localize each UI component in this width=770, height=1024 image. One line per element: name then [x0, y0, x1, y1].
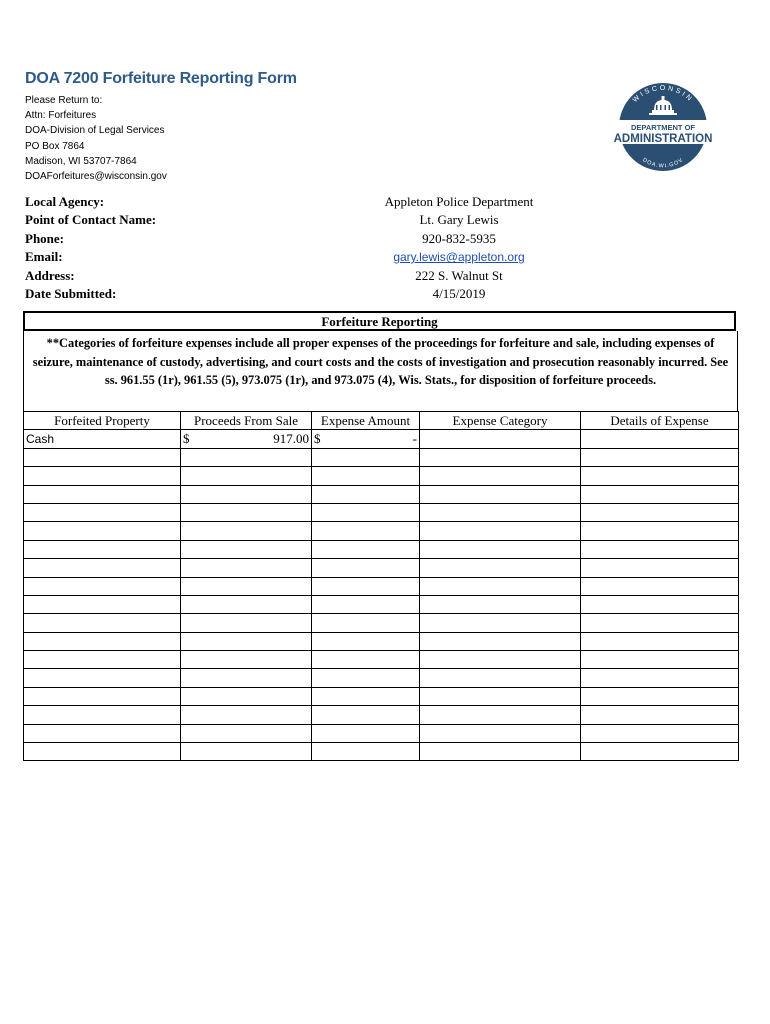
table-row — [24, 503, 739, 521]
forfeiture-table — [23, 411, 739, 761]
cell-details[interactable] — [581, 522, 739, 540]
cell-details[interactable] — [581, 687, 739, 705]
cell-proceeds[interactable] — [181, 559, 312, 577]
table-row — [24, 687, 739, 705]
contact-label: Point of Contact Name: — [25, 212, 157, 228]
phone-label: Phone: — [25, 230, 64, 246]
cell-details[interactable] — [581, 724, 739, 742]
cell-property[interactable] — [24, 467, 181, 485]
cell-category[interactable] — [420, 724, 581, 742]
proceeds-amount: 917.00 — [273, 431, 309, 447]
date-label: Date Submitted: — [25, 286, 117, 302]
table-row — [24, 559, 739, 577]
cell-category[interactable] — [420, 577, 581, 595]
agency-label: Local Agency: — [25, 194, 105, 209]
cell-proceeds[interactable] — [181, 522, 312, 540]
cell-details[interactable] — [581, 485, 739, 503]
cell-proceeds[interactable] — [181, 743, 312, 761]
logo-line2: ADMINISTRATION — [613, 133, 713, 145]
cell-expense[interactable] — [312, 743, 420, 761]
cell-proceeds[interactable] — [181, 724, 312, 742]
cell-proceeds[interactable] — [181, 467, 312, 485]
table-row — [24, 706, 739, 724]
cell-details[interactable] — [581, 743, 739, 761]
return-email: DOAForfeitures@wisconsin.gov — [25, 171, 167, 183]
cell-proceeds[interactable] — [181, 448, 312, 466]
cell-category[interactable] — [420, 467, 581, 485]
cell-proceeds[interactable] — [181, 614, 312, 632]
table-row — [24, 577, 739, 595]
cell-category[interactable] — [420, 632, 581, 650]
cell-details[interactable] — [581, 632, 739, 650]
cell-details[interactable] — [581, 448, 739, 466]
table-header-row — [24, 412, 739, 430]
cell-proceeds[interactable] — [181, 430, 312, 448]
cell-details[interactable] — [581, 706, 739, 724]
table-row — [24, 522, 739, 540]
cell-category[interactable] — [420, 448, 581, 466]
return-line: DOA-Division of Legal Services — [25, 125, 165, 137]
col-forfeited-property: Forfeited Property — [24, 412, 181, 430]
cell-category[interactable] — [420, 743, 581, 761]
cell-property[interactable] — [24, 669, 181, 687]
cell-expense[interactable] — [312, 687, 420, 705]
cell-details[interactable] — [581, 559, 739, 577]
cell-property[interactable] — [24, 577, 181, 595]
logo-bottom-text: DOA.WI.GOV — [641, 157, 685, 170]
logo-line1: DEPARTMENT OF — [630, 123, 696, 132]
cell-proceeds[interactable] — [181, 503, 312, 521]
cell-category[interactable] — [420, 559, 581, 577]
table-row — [24, 485, 739, 503]
cell-category[interactable] — [420, 687, 581, 705]
cell-property[interactable] — [24, 448, 181, 466]
date-value: 4/15/2019 — [432, 286, 486, 302]
cell-category[interactable] — [420, 706, 581, 724]
cell-property[interactable] — [24, 503, 181, 521]
cell-expense[interactable] — [312, 706, 420, 724]
cell-expense[interactable] — [312, 540, 420, 558]
cell-details[interactable] — [581, 467, 739, 485]
cell-proceeds[interactable] — [181, 540, 312, 558]
table-row — [24, 614, 739, 632]
cell-expense[interactable] — [312, 595, 420, 613]
return-line: Madison, WI 53707-7864 — [25, 155, 137, 167]
table-row — [24, 632, 739, 650]
table-row — [24, 448, 739, 466]
table-row — [24, 430, 739, 448]
logo-top-text: WISCONSIN — [631, 84, 695, 104]
cell-category[interactable] — [420, 614, 581, 632]
cell-expense[interactable] — [312, 651, 420, 669]
cell-proceeds[interactable] — [181, 687, 312, 705]
form-title: DOA 7200 Forfeiture Reporting Form — [25, 70, 297, 87]
cell-details[interactable] — [581, 430, 739, 448]
cell-details[interactable] — [581, 577, 739, 595]
cell-expense[interactable] — [312, 577, 420, 595]
agency-value: Appleton Police Department — [384, 194, 534, 209]
cell-category[interactable] — [420, 540, 581, 558]
table-row — [24, 467, 739, 485]
address-value: 222 S. Walnut St — [415, 267, 503, 283]
cell-expense[interactable] — [312, 522, 420, 540]
cell-expense[interactable] — [312, 559, 420, 577]
doa-logo — [608, 80, 718, 176]
table-row — [24, 595, 739, 613]
return-line: PO Box 7864 — [25, 140, 85, 152]
cell-property[interactable]: Cash — [24, 430, 181, 448]
cell-property[interactable] — [24, 743, 181, 761]
table-row — [24, 651, 739, 669]
col-details-of-expense: Details of Expense — [581, 412, 739, 430]
cell-expense[interactable] — [312, 632, 420, 650]
cell-details[interactable] — [581, 595, 739, 613]
phone-value: 920-832-5935 — [422, 230, 496, 246]
cell-property[interactable] — [24, 706, 181, 724]
cell-category[interactable] — [420, 669, 581, 687]
col-proceeds-from-sale: Proceeds From Sale — [181, 412, 312, 430]
cell-category[interactable] — [420, 595, 581, 613]
cell-property[interactable] — [24, 651, 181, 669]
cell-proceeds[interactable] — [181, 706, 312, 724]
cell-category[interactable] — [420, 430, 581, 448]
contact-value: Lt. Gary Lewis — [419, 212, 499, 228]
cell-proceeds[interactable] — [181, 595, 312, 613]
table-row — [24, 540, 739, 558]
cell-property[interactable] — [24, 687, 181, 705]
field-values — [320, 193, 598, 303]
return-line: Attn: Forfeitures — [25, 110, 97, 122]
address-label: Address: — [25, 267, 75, 283]
email-link[interactable]: gary.lewis@appleton.org — [393, 250, 525, 265]
table-row — [24, 743, 739, 761]
cell-expense[interactable] — [312, 467, 420, 485]
email-label: Email: — [25, 249, 63, 265]
cell-category[interactable] — [420, 485, 581, 503]
cell-details[interactable] — [581, 540, 739, 558]
section-title: Forfeiture Reporting — [23, 311, 736, 331]
cell-proceeds[interactable] — [181, 632, 312, 650]
cell-proceeds[interactable] — [181, 651, 312, 669]
currency-symbol: $ — [183, 431, 190, 447]
return-address — [25, 93, 167, 184]
col-expense-amount: Expense Amount — [312, 412, 420, 430]
cell-expense[interactable] — [312, 448, 420, 466]
cell-property[interactable] — [24, 595, 181, 613]
cell-category[interactable] — [420, 651, 581, 669]
cell-expense[interactable] — [312, 485, 420, 503]
field-labels — [25, 193, 156, 303]
cell-property[interactable] — [24, 540, 181, 558]
cell-details[interactable] — [581, 614, 739, 632]
cell-category[interactable] — [420, 503, 581, 521]
cell-expense[interactable] — [312, 724, 420, 742]
cell-details[interactable] — [581, 503, 739, 521]
cell-proceeds[interactable] — [181, 485, 312, 503]
cell-property[interactable] — [24, 485, 181, 503]
return-line: Please Return to: — [25, 95, 103, 106]
table-row — [24, 724, 739, 742]
cell-property[interactable] — [24, 559, 181, 577]
cell-details[interactable] — [581, 651, 739, 669]
cell-details[interactable] — [581, 669, 739, 687]
expense-amount: - — [412, 431, 417, 447]
col-expense-category: Expense Category — [420, 412, 581, 430]
cell-property[interactable] — [24, 614, 181, 632]
cell-property[interactable] — [24, 522, 181, 540]
cell-expense[interactable] — [312, 669, 420, 687]
cell-expense[interactable] — [312, 503, 420, 521]
currency-symbol: $ — [314, 431, 321, 447]
cell-property[interactable] — [24, 632, 181, 650]
table-row — [24, 669, 739, 687]
cell-proceeds[interactable] — [181, 669, 312, 687]
cell-expense[interactable] — [312, 614, 420, 632]
cell-category[interactable] — [420, 522, 581, 540]
cell-proceeds[interactable] — [181, 577, 312, 595]
cell-expense[interactable] — [312, 430, 420, 448]
cell-property[interactable] — [24, 724, 181, 742]
categories-note: **Categories of forfeiture expenses include all proper expenses of the proceedings for forfeiture and sale, including expenses of seizure, maintenance of custody, advertising, and court costs and the costs of investigation and prosecution reasonably incurred. See ss. 961.55 (1r), 961.55 (5), 973.075 (1r), and 973.075 (4), Wis. Stats., for disposition of forfeiture proceeds. — [23, 331, 738, 411]
